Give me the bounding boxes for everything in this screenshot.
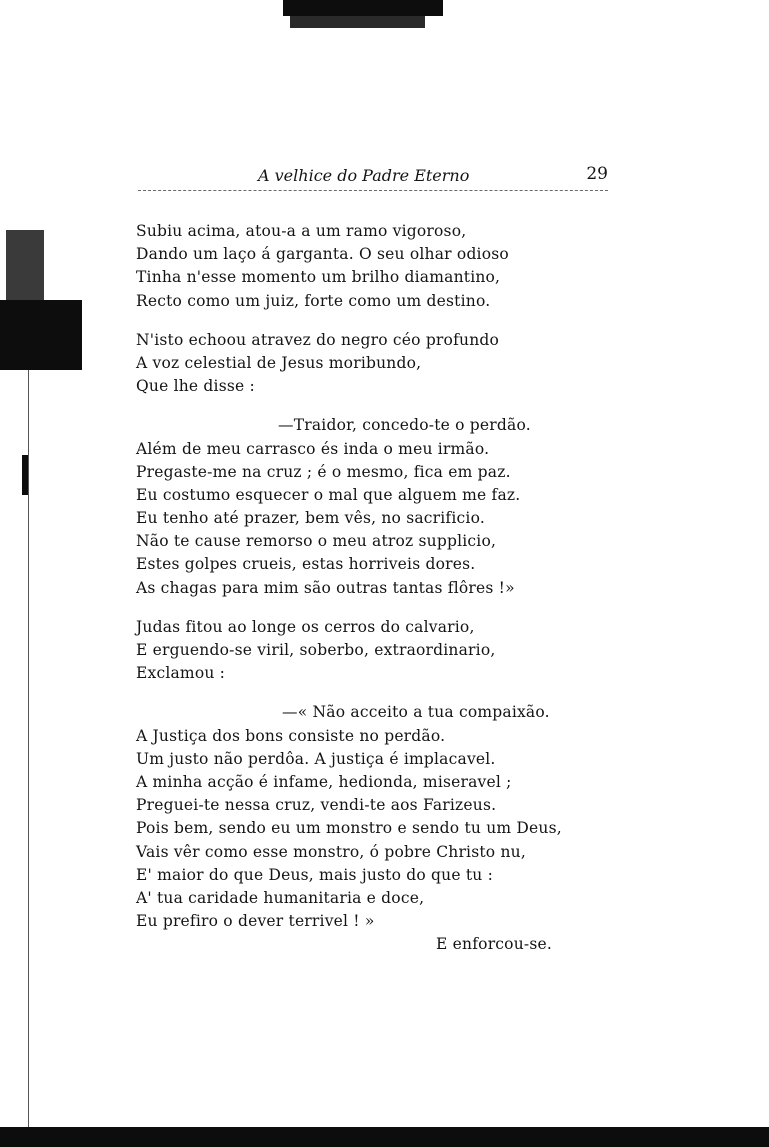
stanza-gap	[136, 685, 596, 701]
verse-line: Eu tenho até prazer, bem vês, no sacrificio.	[136, 509, 485, 528]
closing-line: E enforcou-se.	[436, 935, 552, 954]
scan-edge-left	[28, 370, 29, 1127]
verse-line: —Traidor, concedo-te o perdão.	[278, 416, 531, 435]
scan-blot-top-fringe	[290, 16, 425, 28]
verse-line: A' tua caridade humanitaria e doce,	[136, 888, 425, 907]
stanza-gap	[136, 398, 596, 414]
poem-body	[136, 220, 596, 956]
verse-line: Dando um laço á garganta. O seu olhar odioso	[136, 245, 509, 264]
verse-line: Um justo não perdôa. A justiça é implacavel.	[136, 749, 496, 768]
verse-line: A minha acção é infame, hedionda, miseravel ;	[136, 772, 512, 791]
verse-line: Que lhe disse :	[136, 377, 255, 396]
verse-line: Eu costumo esquecer o mal que alguem me faz.	[136, 485, 521, 504]
verse-line: Preguei-te nessa cruz, vendi-te aos Farizeus.	[136, 796, 497, 815]
scan-blot-left	[0, 300, 82, 370]
verse-line: —« Não acceito a tua compaixão.	[282, 703, 550, 722]
scan-blot-top	[283, 0, 443, 16]
verse-line: Subiu acima, atou-a a um ramo vigoroso,	[136, 222, 467, 240]
verse-line: Tinha n'esse momento um brilho diamantino,	[136, 268, 501, 287]
running-title: A velhice do Padre Eterno	[258, 166, 470, 185]
verse-line: Pois bem, sendo eu um monstro e sendo tu um Deus,	[136, 819, 562, 838]
verse-line: Estes golpes crueis, estas horriveis dores.	[136, 555, 476, 574]
verse-line: E' maior do que Deus, mais justo do que tu :	[136, 865, 493, 884]
stanza-gap	[136, 313, 596, 329]
verse-line: Recto como um juiz, forte como um destino.	[136, 291, 491, 310]
verse-line: Pregaste-me na cruz ; é o mesmo, fica em paz.	[136, 462, 511, 481]
verse-line: A Justiça dos bons consiste no perdão.	[136, 726, 446, 745]
verse-line: Judas fitou ao longe os cerros do calvario,	[136, 617, 475, 636]
verse-line: As chagas para mim são outras tantas flôres !»	[136, 578, 515, 597]
scan-blot-left-upper	[6, 230, 44, 300]
stanza-gap	[136, 600, 596, 616]
verse-line: A voz celestial de Jesus moribundo,	[136, 353, 422, 372]
verse-line: Além de meu carrasco és inda o meu irmão.	[136, 439, 490, 458]
verse-line: Vais vêr como esse monstro, ó pobre Christo nu,	[136, 842, 526, 861]
scan-blot-bottom	[0, 1127, 769, 1147]
verse-line: Não te cause remorso o meu atroz supplicio,	[136, 532, 497, 551]
verse-line: E erguendo-se viril, soberbo, extraordinario,	[136, 641, 496, 659]
verse-line: N'isto echoou atravez do negro céo profundo	[136, 330, 500, 349]
page-header	[130, 166, 610, 188]
header-rule	[138, 190, 608, 191]
verse-line: Eu prefiro o dever terrivel ! »	[136, 912, 375, 931]
verse-line: Exclamou :	[136, 664, 226, 683]
page-number: 29	[586, 164, 608, 184]
